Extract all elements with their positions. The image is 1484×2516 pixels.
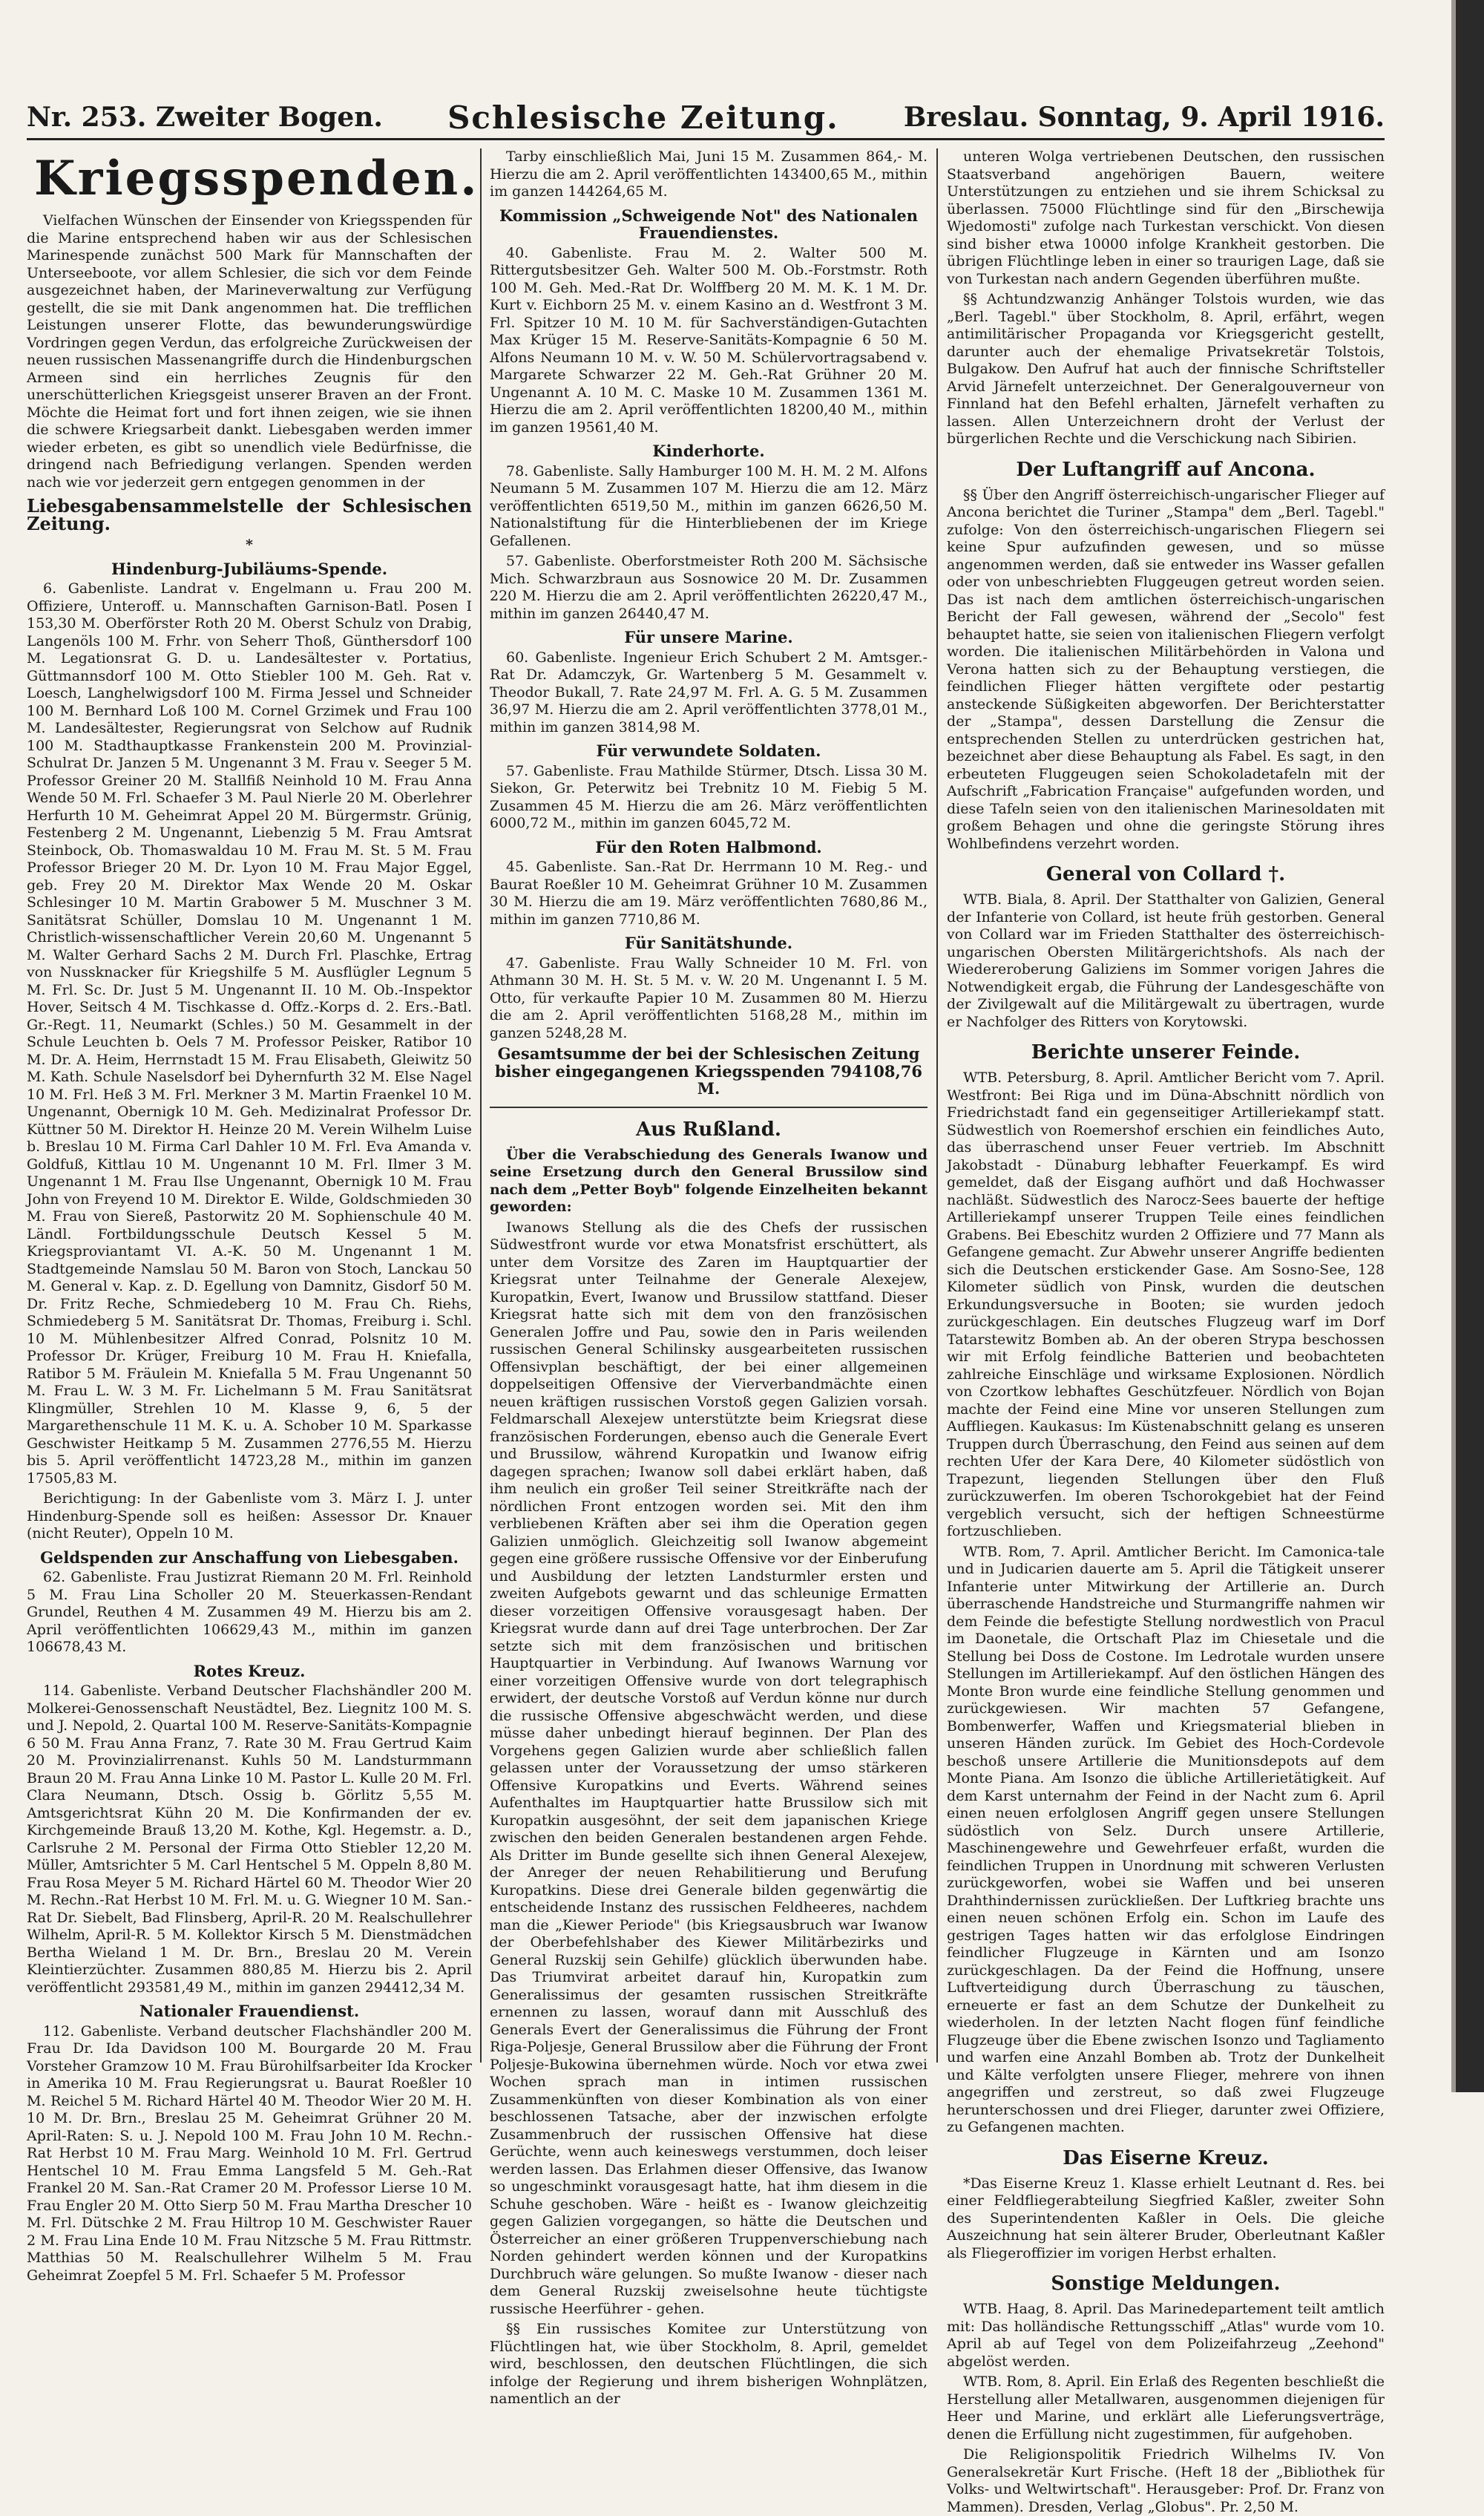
article-body: WTB. Rom, 8. April. Ein Erlaß des Regenten beschließt die Herstellung aller Metallwaren, ausgenommen diejenigen für Heer und Marine, und erklärt alle Lieferungsverträge, denen die Erfüllung nicht zugestimmen, für aufgehoben. [947, 2374, 1385, 2443]
section-heading: Berichte unserer Feinde. [1031, 1041, 1301, 1064]
grand-total: Gesamtsumme der bei der Schlesischen Zeitung bisher eingegangenen Kriegsspenden 794108,76 M. [494, 1044, 923, 1098]
column-rule [936, 148, 938, 2063]
section-heading: Nationaler Frauendienst. [139, 2002, 360, 2020]
donation-list: 45. Gabenliste. San.-Rat Dr. Herrmann 10 M. Reg.- und Baurat Roeßler 10 M. Geheimrat Grühner 10 M. Zusammen 30 M. Hierzu die am 19. März veröffentlichten 7680,86 M., mithin im ganzen 7710,86 M. [490, 859, 928, 928]
article-body: §§ Ein russisches Komitee zur Unterstützung von Flüchtlingen hat, wie über Stockholm, 8. April, gemeldet wird, beschlossen, den deutschen Flüchtlingen, die sich infolge der Regierung und ihrem bisherigen Wohnplätzen, namentlich an der [490, 2321, 928, 2407]
section-heading: Für unsere Marine. [624, 628, 793, 646]
column-3 [947, 148, 1385, 2515]
section-heading: Das Eiserne Kreuz. [1063, 2146, 1269, 2169]
section-heading: Geldspenden zur Anschaffung von Liebesgaben. [40, 1547, 459, 1567]
donation-list: 114. Gabenliste. Verband Deutscher Flachshändler 200 M. Molkerei-Genossenschaft Neustädtel, Bez. Liegnitz 100 M. S. und J. Nepold, 2. Quartal 100 M. Reserve-Sanitäts-Kompagnie 6 50 M. Frau Anna Franz, 7. Rate 30 M. Frau Gertrud Kaim 20 M. Provinzialirrenanst. Kuhls 50 M. Landsturmmann Braun 20 M. Frau Anna Linke 10 M. Pastor L. Kulle 20 M. Frl. Clara Neumann, Dtsch. Ossig b. Görlitz 5,55 M. Amtsgerichtsrat Kühn 20 M. Die Konfirmanden der ev. Kirchgemeinde Brauß 13,20 M. Kothe, Kgl. Hegemstr. a. D., Carlsruhe 2 M. Personal der Firma Otto Stiebler 12,20 M. Müller, Amtsrichter 5 M. Carl Hentschel 5 M. Oppeln 8,80 M. Frau Rosa Meyer 5 M. Richard Härtel 60 M. Theodor Wier 20 M. Rechn.-Rat Herbst 10 M. Frl. M. u. G. Wiegner 10 M. San.-Rat Dr. Siebelt, Bad Flinsberg, April-R. 20 M. Realschullehrer Wilhelm, April-R. 5 M. Kollektor Kirsch 5 M. Dienstmädchen Bertha Wieland 1 M. Dr. Brn., Breslau 20 M. Verein Kleintierzüchter. Zusammen 880,85 M. Hierzu bis 2. April veröffentlicht 293581,49 M., mithin im ganzen 294412,34 M. [27, 1683, 472, 1996]
section-heading: Kommission „Schweigende Not" des Nationalen Frauendienstes. [499, 206, 919, 242]
article-body: WTB. Biala, 8. April. Der Statthalter von Galizien, General der Infanterie von Collard, ist heute früh gestorben. General von Collard war im Frieden Statthalter des österreichisch-ungarischen Obersten Militärgerichtshofs. Als nach der Wiedereroberung Galiziens im Sommer vorigen Jahres die Notwendigkeit ergab, die Führung der Landesgeschäfte von der Zivilgewalt auf die Militärgewalt zu übertragen, wurde er Nachfolger des Ritters von Korytowski. [947, 891, 1385, 1030]
page-title: Kriegsspenden. [34, 151, 479, 206]
donation-list: 57. Gabenliste. Oberforstmeister Roth 200 M. Sächsische Mich. Schwarzbraun aus Sosnowice 20 M. Dr. Zusammen 220 M. Hierzu die am 2. April veröffentlichten 26220,47 M., mithin im ganzen 26440,47 M. [490, 553, 928, 622]
donation-list: 78. Gabenliste. Sally Hamburger 100 M. H. M. 2 M. Alfons Neumann 5 M. Zusammen 107 M. Hierzu die am 12. März veröffentlichten 6519,50 M., mithin im ganzen 6626,50 M. Nationalstiftung für die Hinterbliebenen der im Kriege Gefallenen. [490, 462, 928, 549]
article-body: §§ Achtundzwanzig Anhänger Tolstois wurden, wie das „Berl. Tagebl." über Stockholm, 8. April, erfährt, wegen antimilitärischer Propaganda vor Kriegsgericht gestellt, darunter auch der ehemalige Privatsekretär Tolstois, Bulgakow. Den Aufruf hat auch der finnische Schriftsteller Arvid Järnefelt unterzeichnet. Der Generalgouverneur von Finnland hat den Befehl erhalten, Järnefelt verhaften zu lassen. Allen Unterzeichnern droht der Verlust der bürgerlichen Rechte und die Verschickung nach Sibirien. [947, 291, 1385, 447]
donation-list: 6. Gabenliste. Landrat v. Engelmann u. Frau 200 M. Offiziere, Unteroff. u. Mannschaften Garnison-Batl. Posen I 153,30 M. Oberförster Roth 20 M. Oberst Schulz von Drabig, Langenöls 100 M. Frhr. von Seherr Thoß, Günthersdorf 100 M. Legationsrat G. D. u. Landesältester v. Portatius, Güttmannsdorf 100 M. Otto Stiebler 100 M. Geh. Rat v. Loesch, Langhelwigsdorf 100 M. Firma Jessel und Schneider 100 M. Bernhard Loß 100 M. Cornel Grzimek und Frau 100 M. Landesältester, Regierungsrat von Selchow auf Rudnik 100 M. Stadthauptkasse Frankenstein 200 M. Provinzial-Schulrat Dr. Janzen 5 M. Ungenannt 3 M. Frau v. Seeger 5 M. Professor Greiner 20 M. Stallfiß Neinhold 10 M. Frau Anna Wende 50 M. Frl. Schaefer 3 M. Paul Nierle 20 M. Oberlehrer Herfurth 10 M. Geheimrat Appel 20 M. Bürgermstr. Grünig, Festenberg 2 M. Ungenannt, Liebenzig 5 M. Frau Amtsrat Steinbock, Ob. Thomaswaldau 10 M. Frau M. St. 5 M. Frau Professor Brieger 20 M. Dr. Lyon 10 M. Frau Major Eggel, geb. Frey 20 M. Direktor Max Wende 20 M. Oskar Schlesinger 10 M. Martin Grabower 5 M. Muschner 3 M. Sanitätsrat Schüller, Domslau 10 M. Ungenannt 1 M. Christlich-wissenschaftlicher Verein 20,60 M. Ungenannt 5 M. Walter Gerhard Sachs 2 M. Durch Frl. Plaschke, Ertrag von Nussknacker für Kriegshilfe 5 M. Ausflügler Legnum 5 M. Frl. Sc. Dr. Just 5 M. Ungenannt II. 10 M. Ob.-Inspektor Hover, Seitsch 4 M. Tischkasse d. Offz.-Korps d. 2. Ers.-Batl. Gr.-Regt. 11, Neumarkt (Schles.) 50 M. Gesammelt in der Schule Leuchten b. Oels 7 M. Professor Peisker, Ratibor 10 M. Dr. A. Heim, Herrnstadt 15 M. Frau Elisabeth, Gleiwitz 50 M. Kath. Schule Naselsdorf bei Dyhernfurth 32 M. Else Nagel 10 M. Frl. Heß 3 M. Frl. Merkner 3 M. Martin Fraenkel 10 M. Ungenannt, Obernigk 10 M. Geh. Medizinalrat Professor Dr. Küttner 50 M. Direktor H. Heinze 20 M. Verein Wilhelm Luise b. Breslau 10 M. Firma Carl Dahler 10 M. Frl. Eva Amanda v. Goldfuß, Kittlau 10 M. Ungenannt 10 M. Frl. Ilmer 3 M. Ungenannt 1 M. Frau Ilse Ungenannt, Obernigk 10 M. Frau John von Freyend 10 M. Direktor E. Wilde, Goldschmieden 30 M. Frau von Siereß, Pastorwitz 20 M. Sophienschule 40 M. Ländl. Fortbildungsschule Deutsch Kessel 5 M. Kriegsproviantamt VI. A.-K. 50 M. Ungenannt 1 M. Stadtgemeinde Namslau 50 M. Baron von Stoch, Lanckau 50 M. General v. Kap. z. D. Egellung von Damnitz, Gisdorf 50 M. Dr. Fritz Reche, Schmiedeberg 10 M. Frau Ch. Riehs, Schmiedeberg 5 M. Sanitätsrat Dr. Thomas, Freiburg i. Schl. 10 M. Mühlenbesitzer Alfred Conrad, Polsnitz 10 M. Professor Dr. Krüger, Freiburg 10 M. Frau H. Kniefalla, Ratibor 5 M. Fräulein M. Kniefalla 5 M. Frau Ungenannt 50 M. Frau L. W. 3 M. Fr. Lichelmann 5 M. Frau Sanitätsrat Klingmüller, Strehlen 10 M. Klasse 9, 6, 5 der Margarethenschule 11 M. K. u. A. Schober 10 M. Sparkasse Geschwister Heitkamp 5 M. Zusammen 2776,55 M. Hierzu bis 5. April veröffentlicht 14723,28 M., mithin im ganzen 17505,83 M. [27, 580, 472, 1487]
article-body: §§ Über den Angriff österreichisch-ungarischer Flieger auf Ancona berichtet die Turiner „Stampa" dem „Berl. Tagebl." zufolge: Von den österreichisch-ungarischen Fliegern sei keine Spur aufzufinden gewesen, und so müsse angenommen werden, daß sie entweder ins Wasser gefallen oder von unbeschriebten Fluggeugen getreut worden seien. Das ist nach dem amtlichen österreichisch-ungarischen Bericht der Fall gewesen, während der „Secolo" fest behauptet hatte, sie seien von italienischen Fliegern verfolgt worden. Die italienischen Militärbehörden in Valona und Verona hatten sich zu der Behauptung verstiegen, die feindlichen Flieger hätten vergiftete oder pestartig ansteckende Süßigkeiten abgeworfen. Der Berichterstatter der „Stampa", dessen Darstellung die Zensur die entsprechenden Stellen zu unterdrücken gestrichen hat, bezeichnet aber diese Behauptung als Fabel. Es sagt, in den erbeuteten Fluggeugen seien Schokoladetafeln mit der Aufschrift „Fabrication Française" aufgefunden worden, und diese Tafeln seien von den italienischen Marinesoldaten mit großem Behagen und ohne die geringste Störung ihres Wohlbefindens verzehrt worden. [947, 486, 1385, 852]
column-1 [27, 148, 479, 2284]
donation-list: 62. Gabenliste. Frau Justizrat Riemann 20 M. Frl. Reinhold 5 M. Frau Lina Scholler 20 M. Steuerkassen-Rendant Grundel, Reuthen 4 M. Zusammen 49 M. Hierzu bis am 2. April veröffentlichten 106629,43 M., mithin im ganzen 106678,43 M. [27, 1569, 472, 1655]
collector-heading: Liebesgabensammelstelle der Schlesischen Zeitung. [27, 495, 472, 534]
donation-list: 57. Gabenliste. Frau Mathilde Stürmer, Dtsch. Lissa 30 M. Siekon, Gr. Peterwitz bei Trebnitz 10 M. Fiebig 5 M. Zusammen 45 M. Hierzu die am 26. März veröffentlichten 6000,72 M., mithin im ganzen 6045,72 M. [490, 762, 928, 831]
section-heading: Kinderhorte. [652, 442, 765, 460]
intro-paragraph: Vielfachen Wünschen der Einsender von Kriegsspenden für die Marine entsprechend haben wir aus der Schlesischen Marinespende zunächst 500 Mark für Mannschaften der Unterseeboote, vor allem Schlesier, die sich vor dem Feinde ausgezeichnet haben, der Marineverwaltung zur Verfügung gestellt, die sie mit Dank angenommen hat. Die trefflichen Leistungen unserer Flotte, das bewunderungswürdige Vordringen gegen Verdun, das erfolgreiche Zurückweisen der neuen russischen Massenangriffe durch die Hindenburgschen Armeen sind ein herrliches Zeugnis für den unerschütterlichen Kriegsgeist unserer Braven an der Front. Möchte die Heimat fort und fort ihnen zeigen, wie sie ihnen die schwere Kriegsarbeit dankt. Liebesgaben werden immer wieder erbeten, es gibt so unendlich viele Bedürfnisse, die dringend nach Befriedigung verlangen. Spenden werden nach wie vor jederzeit gern entgegen genommen in der [27, 212, 472, 491]
issue-number: Nr. 253. Zweiter Bogen. [27, 102, 383, 133]
article-body: WTB. Petersburg, 8. April. Amtlicher Bericht vom 7. April. Westfront: Bei Riga und im Düna-Abschnitt nördlich von Friedrichstadt fand ein gegenseitiger Artilleriekampf statt. Südwestlich von Roemershof erschien ein feindliches Auto, das überraschend unser Feuer vertrieb. Im Abschnitt Jakobstadt - Dünaburg lebhafter Feuerkampf. Es wird gemeldet, daß der Eisgang aufhört und daß Hochwasser nachläßt. Südwestlich des Narocz-Sees bauerte der heftige Artilleriekampf unserer Truppen Teile eines feindlichen Grabens. Bei Ebeschitz wurden 2 Offiziere und 77 Mann als Gefangene gemacht. Zur Abwehr unserer Angriffe bedienten sich die Deutschen erstickender Gase. Am Sosno-See, 128 Kilometer südlich von Pinsk, wurden die deutschen Erkundungsversuche in Booten; sie wurden jedoch zurückgeschlagen. Ein deutsches Flugzeug warf im Dorf Tatarstewitz Bomben ab. An der oberen Strypa beschossen wir mit Erfolg feindliche Batterien und beobachteten zahlreiche Einschläge und wirksame Explosionen. Nördlich von Czortkow lebhaftes Geschützfeuer. Nördlich von Bojan machte der Feind eine Mine vor unseren Stellungen zum Auffliegen. Kaukasus: Im Küstenabschnitt gelang es unseren Truppen durch Überraschung, den Feind aus seinen auf dem rechten Ufer der Kara Dere, 40 Kilometer südöstlich von Trapezunt, liegenden Stellungen über den Fluß zurückzuwerfen. Im oberen Tschorokgebiet hat der Feind vergeblich versucht, sich der heftigen Schneestürme fortzuschlieben. [947, 1069, 1385, 1539]
section-heading: Rotes Kreuz. [193, 1661, 306, 1680]
donation-list: 47. Gabenliste. Frau Wally Schneider 10 M. Frl. von Athmann 30 M. H. St. 5 M. v. W. 20 M. Ungenannt I. 5 M. Otto, für verkaufte Papier 10 M. Zusammen 80 M. Hierzu die am 2. April veröffentlichten 5168,28 M., mithin im ganzen 5248,28 M. [490, 954, 928, 1041]
column-2 [490, 148, 928, 2407]
article-body: Iwanows Stellung als die des Chefs der russischen Südwestfront wurde vor etwa Monatsfrist erschüttert, als unter dem Vorsitze des Zaren im Hauptquartier der Kriegsrat unter Teilnahme der Generale Alexejew, Kuropatkin, Evert, Iwanow und Brussilow stattfand. Dieser Kriegsrat hatte sich mit dem von den französischen Generalen Joffre und Pau, sowie den in Paris weilenden russischen General Schilinsky ausgearbeiteten russischen Offensivplan beschäftigt, der bei einer allgemeinen doppelseitigen Offensive der Vierverbandmächte einen neuen kräftigen russischen Vorstoß gegen Galizien vorsah. Feldmarschall Alexejew unterstützte beim Kriegsrat diese französischen Forderungen, ebenso auch die Generale Evert und Brussilow, während Kuropatkin und Iwanow eifrig dagegen sprachen; Iwanow soll dabei erklärt haben, daß ihm neulich ein großer Teil seiner Streitkräfte nach der nördlichen Front entzogen worden sei. Mit den ihm verbliebenen Kräften aber sei ihm die Operation gegen Galizien unmöglich. Gleichzeitig soll Iwanow abgemeint gegen eine größere russische Offensive vor der Einberufung und Ausbildung der letzten Landsturmler ersten und zweiten Aufgebots gewarnt und das schleunige Ermatten dieser vorzeitigen Offensive vorausgesagt haben. Der Kriegsrat wurde dann auf drei Tage unterbrochen. Der Zar setzte sich mit dem französischen und britischen Hauptquartier in Verbindung. Auf Iwanows Warnung vor einer vorzeitigen Offensive wurde von dort telegraphisch erwidert, der deutsche Vorstoß auf Verdun könne nur durch die russische Offensive abgeschwächt werden, und diese müsse daher unbedingt hierauf beginnen. Der Plan des Vorgehens gegen Galizien wurde aber schließlich fallen gelassen unter der Voraussetzung der umso stärkeren Offensive Kuropatkins und Everts. Während seines Aufenthaltes im Hauptquartier hatte Brussilow sich mit Kuropatkin ausgesöhnt, der seit dem japanischen Kriege zwischen den beiden Generalen bestandenen argen Fehde. Als Dritter im Bunde gesellte sich ihnen General Alexejew, der Anreger der neuen Rehabilitierung und Berufung Kuropatkins. Diese drei Generale bilden gegenwärtig die entscheidende Instanz des russischen Feldheeres, nachdem man die „Kiewer Periode" (bis Kriegsausbruch war Iwanow der Oberbefehlshaber des Kiewer Militärbezirks und General Ruzskij sein Gehilfe) glücklich überwunden habe. Das Triumvirat arbeitet darauf hin, Kuropatkin zum Generalissimus der gesamten russischen Streitkräfte ernennen zu lassen, worauf dann mit Ausschluß des Generals Evert der Generalissimus die Führung der Front Riga-Poljesje, General Brussilow aber die Führung der Front Poljesje-Bukowina übernehmen würde. Noch vor etwa zwei Wochen sprach man in intimen russischen Zusammenkünften von dieser Kombination als von einer beschlossenen Tatsache, aber der inzwischen erfolgte Zusammenbruch der russischen Offensive hat diese Gerüchte, wenn auch keineswegs verstummen, doch leiser werden lassen. Das Erlahmen dieser Offensive, das Iwanow so ungeschminkt vorausgesagt hatte, hat ihm diesem in die Schuhe geschoben. Wäre - heißt es - Iwanow gleichzeitig gegen Galizien vorgegangen, so hätte die Deutschen und Österreicher an einer größeren Truppenverschiebung nach Norden gehindert werden können und der Kuropatkins Durchbruch wäre gelungen. So mußte Iwanow - dieser nach dem General Ruzskij zweiselsohne heute tüchtigste russische Heerführer - gehen. [490, 1219, 928, 2317]
page-edge [1456, 0, 1484, 2092]
column-rule [480, 148, 482, 2063]
separator-star: * [246, 537, 253, 553]
article-body: Die Religionspolitik Friedrich Wilhelms IV. Von Generalsekretär Kurt Frische. (Heft 18 der „Bibliothek für Volks- und Weltwirtschaft". Herausgeber: Prof. Dr. Franz von Mammen). Dresden, Verlag „Globus". Pr. 2,50 M. [947, 2446, 1385, 2515]
section-heading: Für verwundete Soldaten. [596, 741, 821, 760]
article-body: WTB. Haag, 8. April. Das Marinedepartement teilt amtlich mit: Das holländische Rettungsschiff „Atlas" wurde vom 10. April ab auf Tegel von dem Polizeifahrzeug „Zeehond" abgelöst werden. [947, 2301, 1385, 2370]
article-lead: Über die Verabschiedung des Generals Iwanow und seine Ersetzung durch den General Brussilow sind nach dem „Petter Boyb" folgende Einzelheiten bekannt geworden: [490, 1146, 928, 1215]
newspaper-title: Schlesische Zeitung. [447, 99, 839, 136]
article-body: *Das Eiserne Kreuz 1. Klasse erhielt Leutnant d. Res. bei einer Feldfliegerabteilung Siegfried Kaßler, zweiter Sohn des Superintendenten Kaßler in Oels. Die gleiche Auszeichnung hat sein älterer Bruder, Oberleutnant Kaßler als Fliegeroffizier im vorigen Herbst erhalten. [947, 2175, 1385, 2261]
dateline: Breslau. Sonntag, 9. April 1916. [903, 102, 1385, 133]
section-heading: Für Sanitätshunde. [624, 934, 793, 952]
section-heading: Für den Roten Halbmond. [595, 837, 822, 856]
section-divider [490, 1107, 928, 1108]
section-heading: Der Luftangriff auf Ancona. [1016, 458, 1316, 481]
section-heading: Aus Rußland. [636, 1118, 781, 1141]
article-body: unteren Wolga vertriebenen Deutschen, den russischen Staatsverband angehörigen Bauern, weitere Unterstützungen zu entziehen und sie ihrem Schicksal zu überlassen. 75000 Flüchtlinge sind für den „Birschewija Wjedomosti" zufolge nach Turkestan verschickt. Von diesen sind bisher etwa 10000 infolge Krankheit gestorben. Die übrigen Flüchtlinge leben in einer so traurigen Lage, daß sie von Turkestan nach andern Gegenden überführen mußte. [947, 148, 1385, 287]
donation-list: Tarby einschließlich Mai, Juni 15 M. Zusammen 864,- M. Hierzu die am 2. April veröffentlichten 143400,65 M., mithin im ganzen 144264,65 M. [490, 148, 928, 200]
section-heading: Sonstige Meldungen. [1051, 2273, 1281, 2295]
article-body: WTB. Rom, 7. April. Amtlicher Bericht. Im Camonica-tale und in Judicarien dauerte am 5. April die Tätigkeit unserer Infanterie unter Mitwirkung der Artillerie an. Durch überraschende Handstreiche und Sturmangriffe nahmen wir dem Feinde die befestigte Stellung nordwestlich von Pracul im Daonetale, die Ortschaft Plaz im Chiesetale und die Stellung bei Doss de Costone. Im Ledrotale wurden unsere Stellungen im Artilleriekampf. Auf den östlichen Hängen des Monte Bron wurde eine feindliche Stellung genommen und zurückgewiesen. Wir machten 57 Gefangene, Bombenwerfer, Waffen und Kriegsmaterial blieben in unseren Händen zurück. Im Gebiet des Hoch-Cordevole beschoß unsere Artillerie die Munitionsdepots auf dem Monte Piana. Am Isonzo die übliche Artillerietätigkeit. Auf dem Karst unternahm der Feind in der Nacht zum 6. April einen neuen erfolglosen Angriff gegen unsere Stellungen südöstlich von Selz. Durch unsere Artillerie, Maschinengewehre und Gewehrfeuer erfaßt, wurden die feindlichen Truppen in Unordnung mit schweren Verlusten zurückgeworfen, wobei sie Waffen und bei unseren Drahthindernissen zurückließen. Der Luftkrieg brachte uns einen neuen schönen Erfolg ein. Schon im Laufe des gestrigen Tages hatten wir das erfolglose Eindringen feindlicher Flugzeuge in Kärnten und am Isonzo zurückgeschlagen. Da der Feind die Hoffnung, unsere Luftverteidigung durch Überraschung zu täuschen, erneuerte er fast an dem Schutze der Dunkelheit zu wiederholen. In der letzten Nacht flogen fünf feindliche Flugzeuge über die Ebene zwischen Isonzo und Tagliamento und warfen eine Anzahl Bomben ab. Trotz der Dunkelheit und Kälte verfolgten unsere Flieger, mehrere von ihnen angegriffen und zerstreut, so daß zwei Flugzeuge herunterschossen und drei Flieger, darunter zwei Offiziere, zu Gefangenen machten. [947, 1543, 1385, 2135]
donation-list: 40. Gabenliste. Frau M. 2. Walter 500 M. Rittergutsbesitzer Geh. Walter 500 M. Ob.-Forstmstr. Roth 100 M. Geh. Med.-Rat Dr. Wolffberg 20 M. M. K. 1 M. Dr. Kurt v. Eichborn 25 M. v. einem Kasino an d. Westfront 3 M. Frl. Spitzer 10 M. 10 M. für Sachverständigen-Gutachten Max Krüger 15 M. Reserve-Sanitäts-Kompagnie 6 50 M. Alfons Neumann 10 M. v. W. 50 M. Schülervortragsabend v. Margarete Schwarzer 22 M. Geh.-Rat Grühner 20 M. Ungenannt A. 10 M. C. Maske 10 M. Zusammen 1361 M. Hierzu die am 2. April veröffentlichten 18200,40 M., mithin im ganzen 19561,40 M. [490, 244, 928, 436]
donation-list: 60. Gabenliste. Ingenieur Erich Schubert 2 M. Amtsger.-Rat Dr. Adamczyk, Gr. Wartenberg 5 M. Gesammelt v. Theodor Bukall, 7. Rate 24,97 M. Frl. A. G. 5 M. Zusammen 36,97 M. Hierzu die am 2. April veröffentlichten 3778,01 M., mithin im ganzen 3814,98 M. [490, 649, 928, 736]
masthead [27, 96, 1385, 140]
donation-list: 112. Gabenliste. Verband deutscher Flachshändler 200 M. Frau Dr. Ida Davidson 100 M. Bourgarde 20 M. Frau Vorsteher Gramzow 10 M. Frau Bürohilfsarbeiter Ida Krocker in Amerika 10 M. Frau Regierungsrat u. Baurat Roeßler 10 M. Reichel 5 M. Richard Härtel 40 M. Theodor Wier 20 M. H. 10 M. Dr. Brn., Breslau 25 M. Geheimrat Grühner 20 M. April-Raten: S. u. J. Nepold 100 M. Frau John 10 M. Rechn.-Rat Herbst 10 M. Frau Marg. Weinhold 10 M. Frl. Gertrud Hentschel 10 M. Frau Emma Langsfeld 5 M. Geh.-Rat Frankel 20 M. San.-Rat Cramer 20 M. Professor Lierse 10 M. Frau Engler 20 M. Otto Sierp 50 M. Frau Martha Drescher 10 M. Frl. Dütschke 2 M. Frau Hiltrop 10 M. Geschwister Rauer 2 M. Frau Lina Ende 10 M. Frau Nitzsche 5 M. Frau Rittmstr. Matthias 50 M. Realschullehrer Wilhelm 5 M. Frau Geheimrat Zoepfel 5 M. Frl. Schaefer 5 M. Professor [27, 2022, 472, 2284]
section-heading: General von Collard †. [1045, 863, 1286, 885]
section-heading: Hindenburg-Jubiläums-Spende. [111, 559, 388, 578]
correction-note: Berichtigung: In der Gabenliste vom 3. März I. J. unter Hindenburg-Spende soll es heißen: Assessor Dr. Knauer (nicht Reuter), Oppeln 10 M. [27, 1490, 472, 1542]
